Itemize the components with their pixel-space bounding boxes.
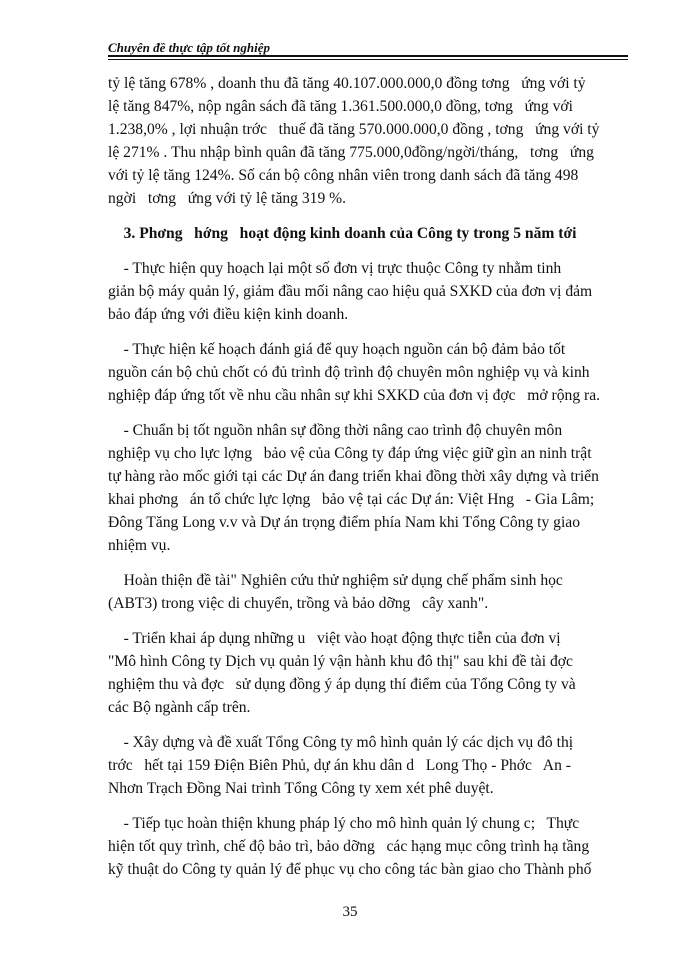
paragraph [108, 72, 628, 210]
text-line: trớc hết tại 159 Điện Biên Phủ, dự án khu dân d Long Thọ - Phớc An - [108, 757, 571, 774]
paragraph [108, 731, 628, 800]
paragraph-gap [108, 800, 628, 812]
text-line: - Thực hiện quy hoạch lại một số đơn vị trực thuộc Công ty nhằm tinh [108, 260, 562, 277]
paragraph-gap [108, 407, 628, 419]
paragraph [108, 627, 628, 719]
header-rule [108, 55, 628, 60]
section-heading [108, 222, 628, 245]
running-header: Chuyên đề thực tập tốt nghiệp [108, 40, 270, 55]
paragraph-gap [108, 719, 628, 731]
paragraph-gap [108, 245, 628, 257]
paragraph-gap [108, 326, 628, 338]
text-line: với tỷ lệ tăng 124%. Số cán bộ công nhân viên trong danh sách đã tăng 498 [108, 167, 579, 184]
paragraph-gap [108, 615, 628, 627]
text-line: giản bộ máy quản lý, giảm đầu mối nâng cao hiệu quả SXKD của đơn vị đảm [108, 283, 593, 300]
text-line: tự hàng rào mốc giới tại các Dự án đang triển khai đồng thời xây dựng và triển [108, 468, 599, 485]
text-line: kỹ thuật do Công ty quản lý để phục vụ cho công tác bàn giao cho Thành phố [108, 861, 592, 878]
text-line: lệ tăng 847%, nộp ngân sách đã tăng 1.361.500.000,0 đồng, tơng ứng với [108, 98, 573, 115]
text-line: (ABT3) trong việc di chuyển, trồng và bảo dỡng cây xanh". [108, 595, 489, 612]
text-line: nghiệp đáp ứng tốt về nhu cầu nhân sự khi SXKD của đơn vị đợc mở rộng ra. [108, 387, 601, 404]
document-body [108, 72, 628, 881]
paragraph-gap [108, 557, 628, 569]
text-line: nghiệp vụ cho lực lợng bảo vệ của Công ty đáp ứng việc giữ gìn an ninh trật [108, 445, 592, 462]
text-line: hiện tốt quy trình, chế độ bảo trì, bảo dỡng các hạng mục công trình hạ tầng [108, 838, 590, 855]
text-line: bảo đáp ứng với điều kiện kinh doanh. [108, 306, 349, 323]
text-line: "Mô hình Công ty Dịch vụ quản lý vận hành khu đô thị" sau khi đề tài đợc [108, 653, 573, 670]
text-line: - Thực hiện kế hoạch đánh giá để quy hoạch nguồn cán bộ đảm bảo tốt [108, 341, 566, 358]
text-line: Đông Tăng Long v.v và Dự án trọng điểm phía Nam khi Tổng Công ty giao [108, 514, 581, 531]
text-line: tỷ lệ tăng 678% , doanh thu đã tăng 40.107.000.000,0 đồng tơng ứng với tỷ [108, 75, 586, 92]
text-line: - Chuẩn bị tốt nguồn nhân sự đồng thời nâng cao trình độ chuyên môn [108, 422, 563, 439]
paragraph [108, 812, 628, 881]
paragraph-gap [108, 210, 628, 222]
text-line: ngời tơng ứng với tỷ lệ tăng 319 %. [108, 190, 347, 207]
text-line: lệ 271% . Thu nhập bình quân đã tăng 775.000,0đồng/ngời/tháng, tơng ứng [108, 144, 594, 161]
paragraph [108, 419, 628, 557]
text-line: Nhơn Trạch Đồng Nai trình Tổng Công ty xem xét phê duyệt. [108, 780, 494, 797]
text-line: nguồn cán bộ chủ chốt có đủ trình độ trình độ chuyên môn nghiệp vụ và kinh [108, 364, 590, 381]
text-line: nghiệm thu và đợc sử dụng đồng ý áp dụng thí điểm của Tổng Công ty và [108, 676, 576, 693]
paragraph [108, 569, 628, 615]
paragraph [108, 257, 628, 326]
text-line: - Triển khai áp dụng những u việt vào hoạt động thực tiễn của đơn vị [108, 630, 561, 647]
text-line: - Tiếp tục hoàn thiện khung pháp lý cho mô hình quản lý chung c; Thực [108, 815, 580, 832]
text-line: các Bộ ngành cấp trên. [108, 699, 251, 716]
text-line: 3. Phơng hớng hoạt động kinh doanh của Công ty trong 5 năm tới [108, 225, 577, 242]
text-line: nhiệm vụ. [108, 537, 171, 554]
paragraph [108, 338, 628, 407]
text-line: khai phơng án tổ chức lực lợng bảo vệ tại các Dự án: Việt Hng - Gia Lâm; [108, 491, 595, 508]
text-line: - Xây dựng và đề xuất Tổng Công ty mô hình quản lý các dịch vụ đô thị [108, 734, 574, 751]
text-line: 1.238,0% , lợi nhuận trớc thuế đã tăng 570.000.000,0 đồng , tơng ứng với tỷ [108, 121, 600, 138]
text-line: Hoàn thiện đề tài" Nghiên cứu thử nghiệm sử dụng chế phẩm sinh học [108, 572, 563, 589]
page-number: 35 [342, 904, 358, 920]
